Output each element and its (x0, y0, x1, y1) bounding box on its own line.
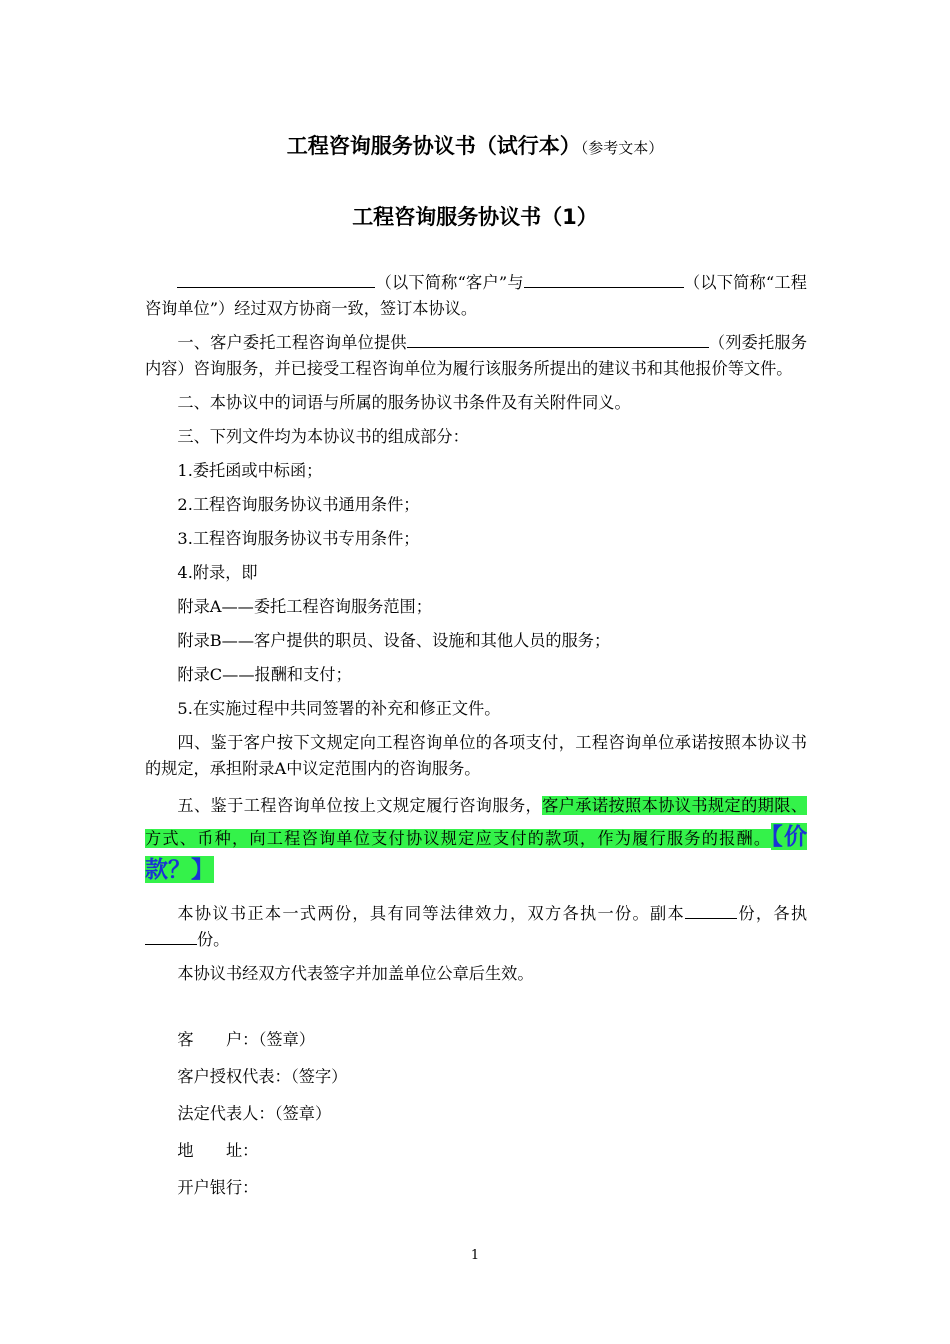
signature-bank: 开户银行： (177, 1178, 259, 1197)
copies-count-blank (685, 902, 737, 919)
intro-paragraph: （以下简称“客户”与 （以下简称“工程咨询单位”）经过双方协商一致，签订本协议。 (145, 273, 807, 318)
clause-5: 五、鉴于工程咨询单位按上文规定履行咨询服务，客户承诺按照本协议书规定的期限、方式、币种，向工程咨询单位支付协议规定应支付的款项，作为履行服务的报酬。【价款？】 (145, 796, 808, 883)
signature-legal-rep: 法定代表人：（签章） (177, 1104, 332, 1123)
clause-4: 四、鉴于客户按下文规定向工程咨询单位的各项支付，工程咨询单位承诺按照本协议书的规定，承担附录A中议定范围内的咨询服务。 (145, 733, 807, 778)
title-main: 工程咨询服务协议书（试行本） (286, 134, 581, 158)
list-item: 1.委托函或中标函； (177, 461, 323, 480)
list-item: 附录C——报酬和支付； (177, 665, 352, 684)
price-note: 【价款？】 (145, 823, 808, 883)
highlighted-text: 客户承诺按照本协议书规定的期限、方式、币种，向工程咨询单位支付协议规定应支付的款项，作为履行服务的报酬。 (145, 796, 808, 848)
clause-2: 二、本协议中的词语与所属的服务协议书条件及有关附件同义。 (177, 393, 631, 412)
list-item: 2.工程咨询服务协议书通用条件； (177, 495, 420, 514)
list-item: 4.附录，即 (177, 563, 258, 582)
agreement-body (145, 270, 807, 1212)
copies-each-blank (145, 928, 197, 945)
title-subtitle: （参考文本） (580, 139, 664, 157)
list-item: 3.工程咨询服务协议书专用条件； (177, 529, 420, 548)
clause-3: 三、下列文件均为本协议书的组成部分： (177, 427, 469, 446)
agreement-title: 工程咨询服务协议书（1） (352, 205, 598, 229)
copies-paragraph: 本协议书正本一式两份，具有同等法律效力，双方各执一份。副本 份，各执份。 (145, 901, 807, 953)
consultant-name-blank (524, 271, 684, 288)
signature-client: 客 户：（签章） (177, 1030, 315, 1049)
document-title (0, 130, 950, 160)
list-item: 附录A——委托工程咨询服务范围； (177, 597, 432, 616)
client-name-blank (177, 271, 375, 288)
signature-address: 地 址： (177, 1141, 259, 1160)
page-number: 1 (470, 1248, 480, 1263)
service-content-blank (407, 331, 709, 348)
list-item: 附录B——客户提供的职员、设备、设施和其他人员的服务； (177, 631, 611, 650)
effective-clause: 本协议书经双方代表签字并加盖单位公章后生效。 (177, 964, 534, 983)
clause-1: 一、客户委托工程咨询单位提供 （列委托服务内容）咨询服务，并已接受工程咨询单位为履行该服务所提出的建议书和其他报价等文件。 (145, 333, 808, 378)
signature-authorized-rep: 客户授权代表：（签字） (177, 1067, 348, 1086)
list-item: 5.在实施过程中共同签署的补充和修正文件。 (177, 699, 501, 718)
